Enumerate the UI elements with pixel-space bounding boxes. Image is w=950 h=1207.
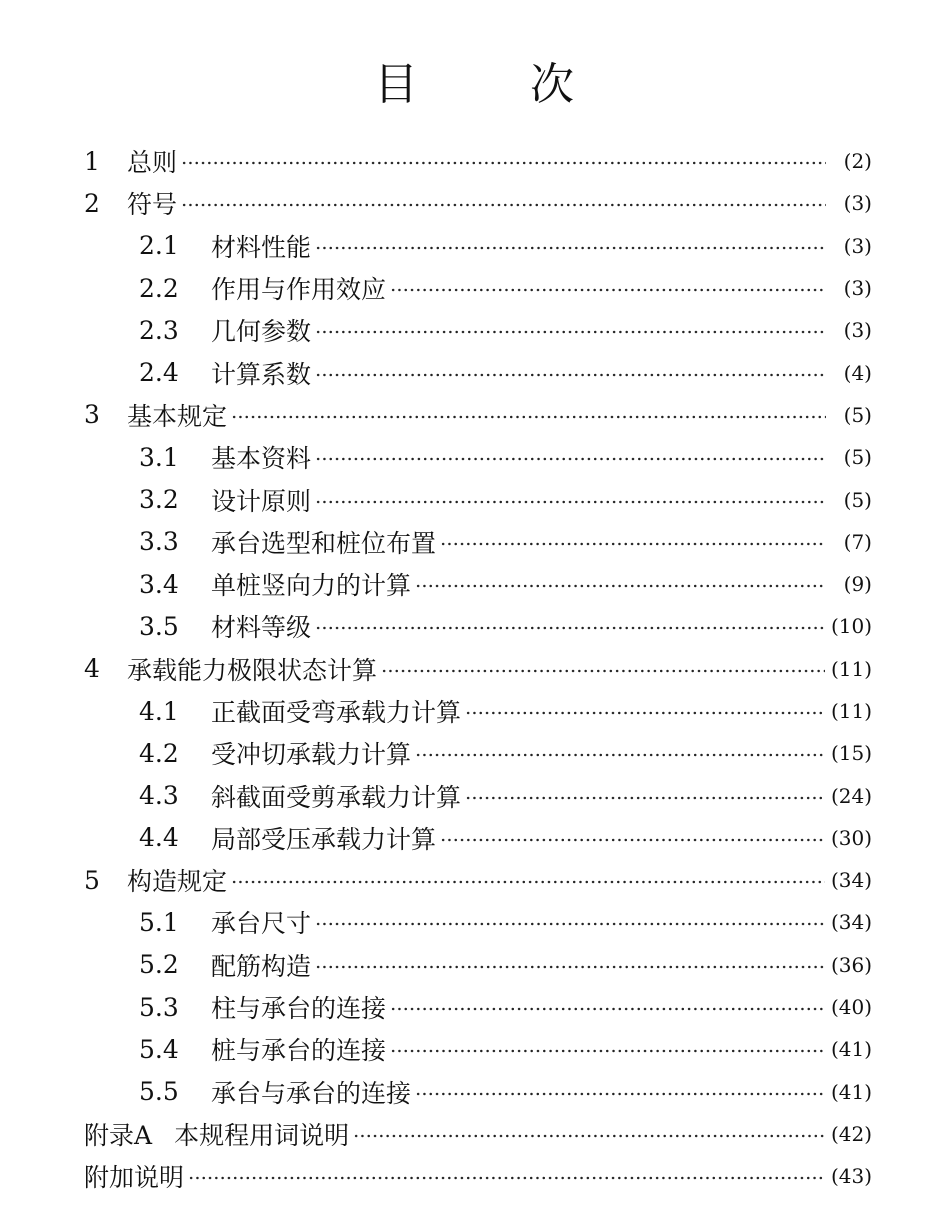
toc-entry-number: 5.4 bbox=[139, 1034, 179, 1064]
toc-entry-label: 设计原则 bbox=[211, 486, 312, 516]
toc-entry[interactable] bbox=[84, 986, 872, 1028]
toc-entry-label: 承台尺寸 bbox=[211, 909, 312, 939]
dot-leader bbox=[231, 877, 825, 887]
toc-entry-number: 4.3 bbox=[139, 781, 179, 811]
toc-entry-page: (40) bbox=[830, 995, 872, 1020]
toc-entry[interactable] bbox=[84, 648, 872, 690]
toc-entry[interactable] bbox=[84, 478, 872, 520]
dot-leader bbox=[415, 750, 825, 760]
toc-entry-label: 桩与承台的连接 bbox=[211, 1036, 387, 1066]
toc-entry-page: (4) bbox=[843, 360, 872, 385]
dot-leader bbox=[415, 1089, 825, 1099]
toc-entry[interactable] bbox=[84, 1071, 872, 1113]
toc-entry-page: (3) bbox=[843, 318, 872, 343]
dot-leader bbox=[465, 708, 825, 718]
toc-entry[interactable] bbox=[84, 859, 872, 901]
toc-entry-page: (10) bbox=[830, 614, 872, 639]
dot-leader bbox=[315, 962, 825, 972]
dot-leader bbox=[188, 1173, 825, 1183]
dot-leader bbox=[415, 581, 826, 591]
toc-entry-label: 附加说明 bbox=[84, 1163, 185, 1193]
toc-entry-page: (30) bbox=[830, 825, 872, 850]
toc-entry-label: 承载能力极限状态计算 bbox=[127, 655, 378, 685]
dot-leader bbox=[390, 285, 826, 295]
toc-entry-page: (3) bbox=[843, 276, 872, 301]
title-part-1: 目 bbox=[374, 59, 420, 110]
page-title bbox=[0, 48, 950, 112]
toc-entry-label: 基本资料 bbox=[211, 444, 312, 474]
toc-entry[interactable] bbox=[84, 1113, 872, 1155]
toc-entry-label: 受冲切承载力计算 bbox=[211, 740, 412, 770]
toc-entry-page: (34) bbox=[830, 868, 872, 893]
toc-entry-number: 2.3 bbox=[139, 315, 179, 345]
toc-entry[interactable] bbox=[84, 436, 872, 478]
dot-leader bbox=[381, 666, 825, 676]
toc-entry-number: 附录A bbox=[84, 1120, 153, 1150]
toc-entry-page: (2) bbox=[843, 149, 872, 174]
toc-entry[interactable] bbox=[84, 225, 872, 267]
toc-entry-number: 3.5 bbox=[139, 611, 179, 641]
toc-entry-label: 材料性能 bbox=[211, 232, 312, 262]
dot-leader bbox=[390, 1004, 825, 1014]
toc-entry-number: 5 bbox=[84, 865, 100, 895]
title-part-2: 次 bbox=[530, 59, 576, 110]
toc-entry[interactable] bbox=[84, 774, 872, 816]
toc-entry[interactable] bbox=[84, 351, 872, 393]
toc-entry-number: 5.3 bbox=[139, 992, 179, 1022]
toc-entry-label: 配筋构造 bbox=[211, 951, 312, 981]
toc-entry-label: 总则 bbox=[127, 148, 178, 178]
toc-entry[interactable] bbox=[84, 690, 872, 732]
toc-entry[interactable] bbox=[84, 732, 872, 774]
toc-entry[interactable] bbox=[84, 140, 872, 182]
dot-leader bbox=[315, 454, 826, 464]
toc-entry-number: 3.1 bbox=[139, 442, 179, 472]
toc-entry-label: 计算系数 bbox=[211, 359, 312, 389]
toc-entry-page: (41) bbox=[830, 1079, 872, 1104]
toc-entry-label: 作用与作用效应 bbox=[211, 275, 387, 305]
toc-entry-page: (9) bbox=[843, 572, 872, 597]
toc-entry-page: (7) bbox=[843, 529, 872, 554]
toc-entry[interactable] bbox=[84, 944, 872, 986]
toc-entry[interactable] bbox=[84, 901, 872, 943]
toc-entry-label: 正截面受弯承载力计算 bbox=[211, 698, 462, 727]
toc-entry-page: (11) bbox=[830, 656, 872, 681]
toc-entry-label: 承台选型和桩位布置 bbox=[211, 528, 437, 558]
dot-leader bbox=[390, 1046, 825, 1056]
toc-entry-label: 斜截面受剪承载力计算 bbox=[211, 782, 462, 812]
toc-entry[interactable] bbox=[84, 182, 872, 224]
dot-leader bbox=[181, 200, 826, 210]
toc-entry-page: (3) bbox=[843, 233, 872, 258]
toc-entry-page: (24) bbox=[830, 783, 872, 808]
toc-entry-number: 3.2 bbox=[139, 485, 179, 515]
dot-leader bbox=[315, 497, 826, 507]
toc-entry-label: 构造规定 bbox=[127, 867, 228, 897]
toc-entry-label: 符号 bbox=[127, 190, 178, 220]
toc-entry[interactable] bbox=[84, 605, 872, 647]
toc-entry-label: 基本规定 bbox=[127, 401, 228, 431]
toc-entry-page: (5) bbox=[843, 402, 872, 427]
toc-entry-page: (5) bbox=[843, 487, 872, 512]
toc-entry[interactable] bbox=[84, 309, 872, 351]
toc-entry-number: 2.4 bbox=[139, 358, 179, 388]
dot-leader bbox=[315, 327, 826, 337]
toc-entry-page: (11) bbox=[830, 699, 872, 723]
toc-entry-label: 柱与承台的连接 bbox=[211, 994, 387, 1024]
toc-entry-number: 4.2 bbox=[139, 738, 179, 768]
toc-entry-label: 单桩竖向力的计算 bbox=[211, 571, 412, 601]
dot-leader bbox=[181, 158, 826, 168]
toc-entry[interactable] bbox=[84, 817, 872, 859]
toc-entry-number: 1 bbox=[84, 146, 100, 176]
toc-entry-page: (36) bbox=[830, 952, 872, 977]
dot-leader bbox=[315, 623, 825, 633]
toc-entry-page: (34) bbox=[830, 910, 872, 935]
toc-entry-page: (41) bbox=[830, 1037, 872, 1062]
dot-leader bbox=[315, 370, 826, 380]
toc-entry-page: (15) bbox=[830, 741, 872, 766]
toc-entry-label: 本规程用词说明 bbox=[174, 1120, 350, 1150]
toc-entry-label: 几何参数 bbox=[211, 317, 312, 347]
toc-entry-label: 材料等级 bbox=[211, 613, 312, 643]
toc-entry-number: 5.5 bbox=[139, 1077, 179, 1107]
dot-leader bbox=[353, 1131, 825, 1141]
toc-entry-page: (5) bbox=[843, 445, 872, 470]
toc-entry-number: 4.4 bbox=[139, 823, 179, 853]
toc-entry[interactable] bbox=[84, 563, 872, 605]
dot-leader bbox=[440, 835, 825, 845]
toc-entry-number: 3 bbox=[84, 400, 100, 430]
toc-entry-number: 2.2 bbox=[139, 273, 179, 303]
dot-leader bbox=[440, 539, 826, 549]
toc-entry[interactable] bbox=[84, 521, 872, 563]
toc-entry-label: 局部受压承载力计算 bbox=[211, 824, 437, 854]
dot-leader bbox=[465, 793, 825, 803]
toc-entry-page: (43) bbox=[830, 1164, 872, 1189]
toc-entry[interactable] bbox=[84, 394, 872, 436]
toc-entry-page: (3) bbox=[843, 191, 872, 216]
toc-entry-page: (42) bbox=[830, 1121, 872, 1146]
toc-entry-number: 3.4 bbox=[139, 569, 179, 599]
dot-leader bbox=[231, 412, 826, 422]
toc-entry[interactable] bbox=[84, 267, 872, 309]
toc-entry-number: 4 bbox=[84, 654, 100, 684]
toc-entry-number: 5.2 bbox=[139, 950, 179, 980]
toc-entry-label: 承台与承台的连接 bbox=[211, 1078, 412, 1108]
toc-entry-number: 4.1 bbox=[139, 696, 179, 726]
dot-leader bbox=[315, 919, 825, 929]
toc-entry[interactable] bbox=[84, 1028, 872, 1070]
toc-entry[interactable] bbox=[84, 1155, 872, 1197]
toc-entry-number: 5.1 bbox=[139, 907, 179, 937]
table-of-contents bbox=[84, 140, 872, 1197]
dot-leader bbox=[315, 243, 826, 253]
toc-entry-number: 3.3 bbox=[139, 527, 179, 557]
toc-entry-number: 2.1 bbox=[139, 231, 179, 261]
toc-entry-number: 2 bbox=[84, 188, 100, 218]
